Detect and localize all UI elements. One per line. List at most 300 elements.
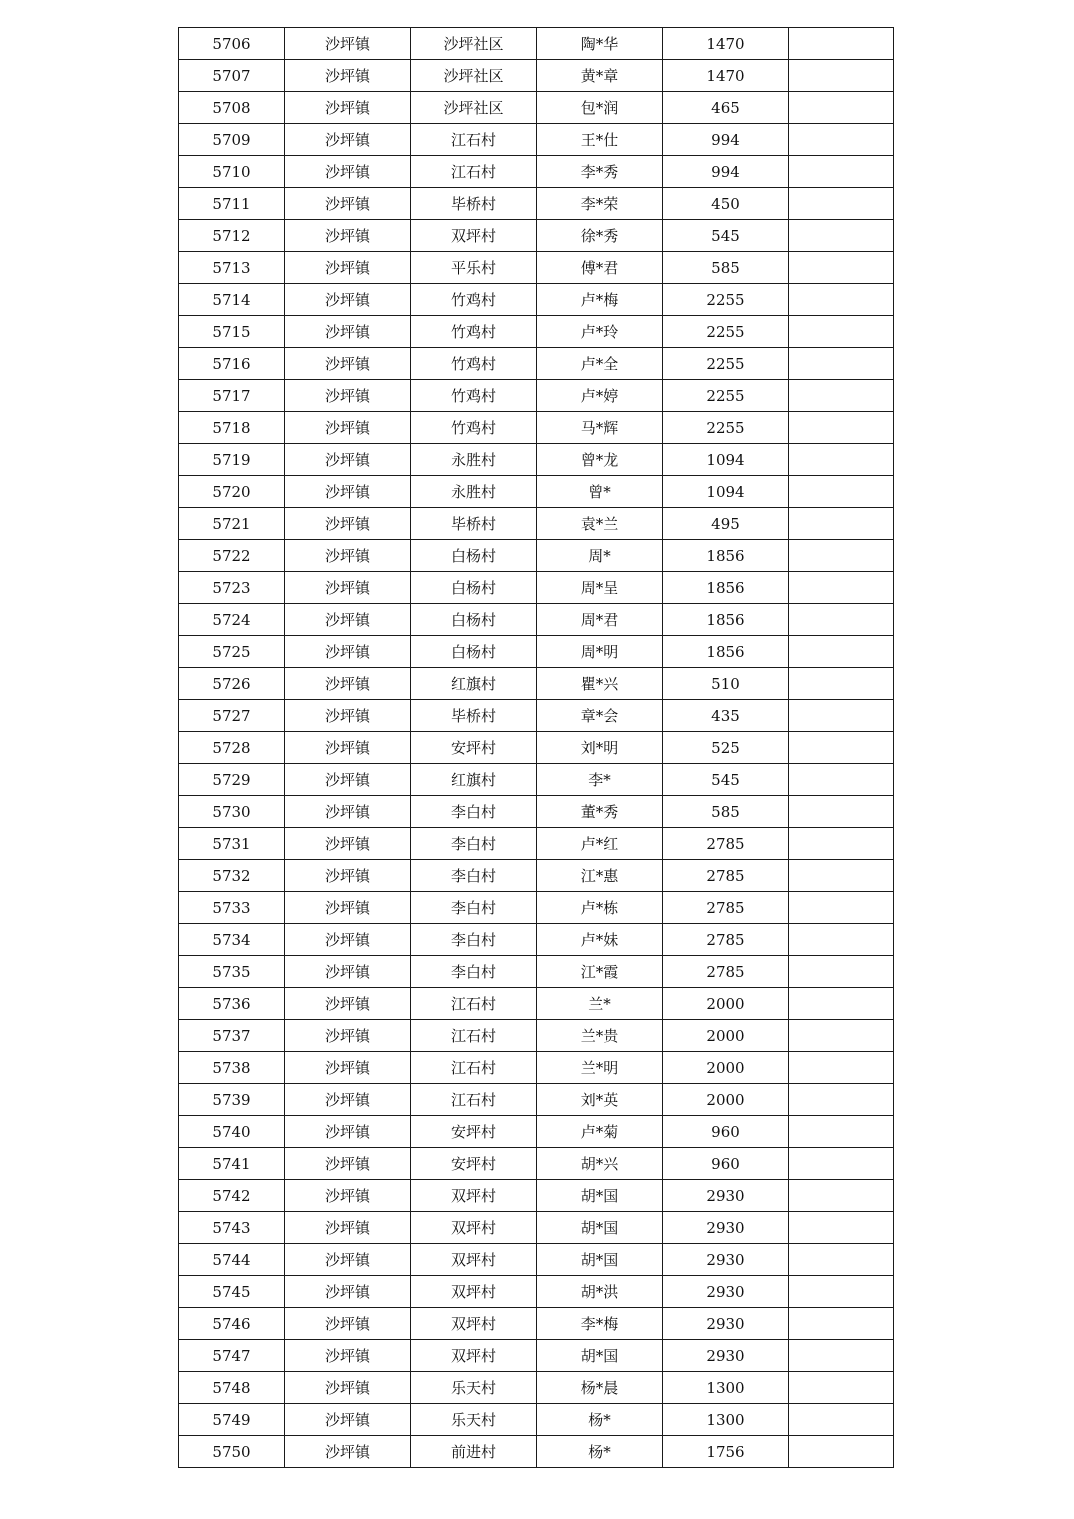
remark-cell — [789, 892, 894, 924]
amount-cell: 2255 — [663, 348, 789, 380]
town-cell: 沙坪镇 — [285, 1436, 411, 1468]
village-cell: 白杨村 — [411, 572, 537, 604]
village-cell: 白杨村 — [411, 636, 537, 668]
table-row — [179, 700, 894, 732]
data-table — [178, 27, 894, 1468]
village-cell: 江石村 — [411, 1020, 537, 1052]
name-cell: 卢*妹 — [537, 924, 663, 956]
amount-cell: 2785 — [663, 860, 789, 892]
remark-cell — [789, 1180, 894, 1212]
table-row — [179, 860, 894, 892]
name-cell: 兰*贵 — [537, 1020, 663, 1052]
town-cell: 沙坪镇 — [285, 188, 411, 220]
amount-cell: 1300 — [663, 1404, 789, 1436]
index-cell: 5738 — [179, 1052, 285, 1084]
town-cell: 沙坪镇 — [285, 924, 411, 956]
village-cell: 江石村 — [411, 124, 537, 156]
table-row — [179, 796, 894, 828]
village-cell: 双坪村 — [411, 1180, 537, 1212]
amount-cell: 2930 — [663, 1276, 789, 1308]
remark-cell — [789, 1436, 894, 1468]
village-cell: 红旗村 — [411, 668, 537, 700]
village-cell: 竹鸡村 — [411, 284, 537, 316]
name-cell: 董*秀 — [537, 796, 663, 828]
remark-cell — [789, 1084, 894, 1116]
remark-cell — [789, 1212, 894, 1244]
village-cell: 竹鸡村 — [411, 316, 537, 348]
village-cell: 李白村 — [411, 828, 537, 860]
name-cell: 李*荣 — [537, 188, 663, 220]
amount-cell: 1856 — [663, 604, 789, 636]
town-cell: 沙坪镇 — [285, 764, 411, 796]
remark-cell — [789, 1276, 894, 1308]
index-cell: 5720 — [179, 476, 285, 508]
town-cell: 沙坪镇 — [285, 60, 411, 92]
table-row — [179, 284, 894, 316]
village-cell: 江石村 — [411, 1052, 537, 1084]
town-cell: 沙坪镇 — [285, 1052, 411, 1084]
amount-cell: 435 — [663, 700, 789, 732]
index-cell: 5728 — [179, 732, 285, 764]
table-row — [179, 28, 894, 60]
name-cell: 江*惠 — [537, 860, 663, 892]
town-cell: 沙坪镇 — [285, 1340, 411, 1372]
village-cell: 平乐村 — [411, 252, 537, 284]
name-cell: 章*会 — [537, 700, 663, 732]
name-cell: 李*秀 — [537, 156, 663, 188]
amount-cell: 2255 — [663, 412, 789, 444]
table-row — [179, 956, 894, 988]
table-row — [179, 1308, 894, 1340]
table-row — [179, 988, 894, 1020]
town-cell: 沙坪镇 — [285, 1276, 411, 1308]
table-row — [179, 380, 894, 412]
index-cell: 5742 — [179, 1180, 285, 1212]
village-cell: 双坪村 — [411, 1244, 537, 1276]
amount-cell: 994 — [663, 156, 789, 188]
table-row — [179, 1436, 894, 1468]
remark-cell — [789, 412, 894, 444]
index-cell: 5718 — [179, 412, 285, 444]
table-row — [179, 1180, 894, 1212]
amount-cell: 960 — [663, 1148, 789, 1180]
table-row — [179, 444, 894, 476]
amount-cell: 545 — [663, 764, 789, 796]
index-cell: 5729 — [179, 764, 285, 796]
name-cell: 卢*梅 — [537, 284, 663, 316]
table-row — [179, 1212, 894, 1244]
remark-cell — [789, 636, 894, 668]
table-row — [179, 252, 894, 284]
remark-cell — [789, 1308, 894, 1340]
table-row — [179, 1340, 894, 1372]
town-cell: 沙坪镇 — [285, 1372, 411, 1404]
table-row — [179, 1116, 894, 1148]
town-cell: 沙坪镇 — [285, 1180, 411, 1212]
name-cell: 周*呈 — [537, 572, 663, 604]
village-cell: 李白村 — [411, 860, 537, 892]
name-cell: 马*辉 — [537, 412, 663, 444]
remark-cell — [789, 220, 894, 252]
index-cell: 5733 — [179, 892, 285, 924]
index-cell: 5746 — [179, 1308, 285, 1340]
name-cell: 卢*玲 — [537, 316, 663, 348]
name-cell: 王*仕 — [537, 124, 663, 156]
village-cell: 双坪村 — [411, 1276, 537, 1308]
amount-cell: 585 — [663, 796, 789, 828]
village-cell: 双坪村 — [411, 1308, 537, 1340]
index-cell: 5735 — [179, 956, 285, 988]
village-cell: 沙坪社区 — [411, 28, 537, 60]
name-cell: 卢*栋 — [537, 892, 663, 924]
town-cell: 沙坪镇 — [285, 1308, 411, 1340]
name-cell: 胡*洪 — [537, 1276, 663, 1308]
name-cell: 包*润 — [537, 92, 663, 124]
town-cell: 沙坪镇 — [285, 1084, 411, 1116]
town-cell: 沙坪镇 — [285, 956, 411, 988]
table-row — [179, 124, 894, 156]
village-cell: 江石村 — [411, 1084, 537, 1116]
town-cell: 沙坪镇 — [285, 540, 411, 572]
index-cell: 5748 — [179, 1372, 285, 1404]
name-cell: 瞿*兴 — [537, 668, 663, 700]
amount-cell: 2930 — [663, 1308, 789, 1340]
amount-cell: 2000 — [663, 1084, 789, 1116]
name-cell: 陶*华 — [537, 28, 663, 60]
table-row — [179, 1244, 894, 1276]
remark-cell — [789, 284, 894, 316]
index-cell: 5750 — [179, 1436, 285, 1468]
index-cell: 5745 — [179, 1276, 285, 1308]
remark-cell — [789, 1116, 894, 1148]
index-cell: 5737 — [179, 1020, 285, 1052]
amount-cell: 994 — [663, 124, 789, 156]
index-cell: 5708 — [179, 92, 285, 124]
remark-cell — [789, 924, 894, 956]
remark-cell — [789, 956, 894, 988]
index-cell: 5726 — [179, 668, 285, 700]
index-cell: 5740 — [179, 1116, 285, 1148]
table-row — [179, 636, 894, 668]
name-cell: 傅*君 — [537, 252, 663, 284]
village-cell: 毕桥村 — [411, 508, 537, 540]
town-cell: 沙坪镇 — [285, 1148, 411, 1180]
village-cell: 安坪村 — [411, 732, 537, 764]
index-cell: 5709 — [179, 124, 285, 156]
table-row — [179, 60, 894, 92]
amount-cell: 2785 — [663, 828, 789, 860]
table-row — [179, 668, 894, 700]
index-cell: 5743 — [179, 1212, 285, 1244]
town-cell: 沙坪镇 — [285, 700, 411, 732]
table-row — [179, 1372, 894, 1404]
index-cell: 5747 — [179, 1340, 285, 1372]
amount-cell: 2930 — [663, 1180, 789, 1212]
remark-cell — [789, 1340, 894, 1372]
remark-cell — [789, 348, 894, 380]
village-cell: 乐天村 — [411, 1404, 537, 1436]
remark-cell — [789, 764, 894, 796]
amount-cell: 495 — [663, 508, 789, 540]
amount-cell: 2785 — [663, 924, 789, 956]
name-cell: 周*明 — [537, 636, 663, 668]
amount-cell: 2255 — [663, 380, 789, 412]
village-cell: 竹鸡村 — [411, 412, 537, 444]
town-cell: 沙坪镇 — [285, 1212, 411, 1244]
remark-cell — [789, 28, 894, 60]
table-row — [179, 348, 894, 380]
amount-cell: 2000 — [663, 988, 789, 1020]
village-cell: 毕桥村 — [411, 700, 537, 732]
index-cell: 5744 — [179, 1244, 285, 1276]
town-cell: 沙坪镇 — [285, 732, 411, 764]
village-cell: 竹鸡村 — [411, 380, 537, 412]
town-cell: 沙坪镇 — [285, 380, 411, 412]
town-cell: 沙坪镇 — [285, 828, 411, 860]
village-cell: 安坪村 — [411, 1148, 537, 1180]
amount-cell: 960 — [663, 1116, 789, 1148]
index-cell: 5711 — [179, 188, 285, 220]
index-cell: 5727 — [179, 700, 285, 732]
name-cell: 江*霞 — [537, 956, 663, 988]
table-row — [179, 1084, 894, 1116]
remark-cell — [789, 444, 894, 476]
town-cell: 沙坪镇 — [285, 508, 411, 540]
town-cell: 沙坪镇 — [285, 28, 411, 60]
index-cell: 5706 — [179, 28, 285, 60]
name-cell: 周* — [537, 540, 663, 572]
village-cell: 双坪村 — [411, 1212, 537, 1244]
index-cell: 5749 — [179, 1404, 285, 1436]
remark-cell — [789, 860, 894, 892]
table-row — [179, 604, 894, 636]
remark-cell — [789, 380, 894, 412]
name-cell: 李* — [537, 764, 663, 796]
village-cell: 毕桥村 — [411, 188, 537, 220]
name-cell: 曾* — [537, 476, 663, 508]
table-row — [179, 412, 894, 444]
index-cell: 5712 — [179, 220, 285, 252]
village-cell: 永胜村 — [411, 444, 537, 476]
remark-cell — [789, 604, 894, 636]
village-cell: 沙坪社区 — [411, 60, 537, 92]
village-cell: 前进村 — [411, 1436, 537, 1468]
table-body — [179, 28, 894, 1468]
town-cell: 沙坪镇 — [285, 284, 411, 316]
town-cell: 沙坪镇 — [285, 572, 411, 604]
village-cell: 永胜村 — [411, 476, 537, 508]
name-cell: 杨* — [537, 1436, 663, 1468]
amount-cell: 2255 — [663, 316, 789, 348]
index-cell: 5730 — [179, 796, 285, 828]
amount-cell: 2930 — [663, 1340, 789, 1372]
index-cell: 5722 — [179, 540, 285, 572]
name-cell: 卢*婷 — [537, 380, 663, 412]
remark-cell — [789, 988, 894, 1020]
table-row — [179, 220, 894, 252]
village-cell: 李白村 — [411, 924, 537, 956]
town-cell: 沙坪镇 — [285, 412, 411, 444]
index-cell: 5716 — [179, 348, 285, 380]
amount-cell: 1094 — [663, 444, 789, 476]
amount-cell: 510 — [663, 668, 789, 700]
amount-cell: 1470 — [663, 28, 789, 60]
name-cell: 胡*国 — [537, 1340, 663, 1372]
index-cell: 5707 — [179, 60, 285, 92]
name-cell: 卢*菊 — [537, 1116, 663, 1148]
table-row — [179, 316, 894, 348]
town-cell: 沙坪镇 — [285, 796, 411, 828]
index-cell: 5715 — [179, 316, 285, 348]
amount-cell: 585 — [663, 252, 789, 284]
table-row — [179, 508, 894, 540]
town-cell: 沙坪镇 — [285, 124, 411, 156]
table-row — [179, 764, 894, 796]
town-cell: 沙坪镇 — [285, 1116, 411, 1148]
remark-cell — [789, 1020, 894, 1052]
name-cell: 胡*兴 — [537, 1148, 663, 1180]
remark-cell — [789, 796, 894, 828]
amount-cell: 1856 — [663, 572, 789, 604]
village-cell: 李白村 — [411, 956, 537, 988]
table-row — [179, 540, 894, 572]
name-cell: 黄*章 — [537, 60, 663, 92]
table-row — [179, 572, 894, 604]
remark-cell — [789, 1404, 894, 1436]
index-cell: 5714 — [179, 284, 285, 316]
name-cell: 兰*明 — [537, 1052, 663, 1084]
village-cell: 江石村 — [411, 988, 537, 1020]
town-cell: 沙坪镇 — [285, 668, 411, 700]
remark-cell — [789, 252, 894, 284]
name-cell: 兰* — [537, 988, 663, 1020]
table-row — [179, 1276, 894, 1308]
amount-cell: 2255 — [663, 284, 789, 316]
town-cell: 沙坪镇 — [285, 604, 411, 636]
town-cell: 沙坪镇 — [285, 636, 411, 668]
remark-cell — [789, 316, 894, 348]
village-cell: 安坪村 — [411, 1116, 537, 1148]
village-cell: 李白村 — [411, 892, 537, 924]
village-cell: 红旗村 — [411, 764, 537, 796]
remark-cell — [789, 188, 894, 220]
remark-cell — [789, 572, 894, 604]
name-cell: 杨*晨 — [537, 1372, 663, 1404]
amount-cell: 1856 — [663, 540, 789, 572]
town-cell: 沙坪镇 — [285, 220, 411, 252]
town-cell: 沙坪镇 — [285, 988, 411, 1020]
amount-cell: 2000 — [663, 1052, 789, 1084]
index-cell: 5732 — [179, 860, 285, 892]
amount-cell: 2785 — [663, 892, 789, 924]
table-row — [179, 924, 894, 956]
table-row — [179, 188, 894, 220]
remark-cell — [789, 124, 894, 156]
town-cell: 沙坪镇 — [285, 1244, 411, 1276]
name-cell: 袁*兰 — [537, 508, 663, 540]
table-row — [179, 92, 894, 124]
table-row — [179, 1052, 894, 1084]
village-cell: 双坪村 — [411, 220, 537, 252]
name-cell: 卢*全 — [537, 348, 663, 380]
town-cell: 沙坪镇 — [285, 316, 411, 348]
village-cell: 乐天村 — [411, 1372, 537, 1404]
name-cell: 李*梅 — [537, 1308, 663, 1340]
amount-cell: 1300 — [663, 1372, 789, 1404]
table-row — [179, 828, 894, 860]
amount-cell: 465 — [663, 92, 789, 124]
index-cell: 5724 — [179, 604, 285, 636]
remark-cell — [789, 1372, 894, 1404]
town-cell: 沙坪镇 — [285, 252, 411, 284]
index-cell: 5731 — [179, 828, 285, 860]
town-cell: 沙坪镇 — [285, 892, 411, 924]
amount-cell: 1856 — [663, 636, 789, 668]
name-cell: 刘*明 — [537, 732, 663, 764]
village-cell: 双坪村 — [411, 1340, 537, 1372]
table-row — [179, 1148, 894, 1180]
amount-cell: 1756 — [663, 1436, 789, 1468]
index-cell: 5710 — [179, 156, 285, 188]
name-cell: 胡*国 — [537, 1244, 663, 1276]
village-cell: 沙坪社区 — [411, 92, 537, 124]
town-cell: 沙坪镇 — [285, 1020, 411, 1052]
amount-cell: 2000 — [663, 1020, 789, 1052]
name-cell: 曾*龙 — [537, 444, 663, 476]
name-cell: 周*君 — [537, 604, 663, 636]
remark-cell — [789, 508, 894, 540]
table-row — [179, 1020, 894, 1052]
remark-cell — [789, 828, 894, 860]
remark-cell — [789, 668, 894, 700]
table-row — [179, 732, 894, 764]
index-cell: 5717 — [179, 380, 285, 412]
name-cell: 杨* — [537, 1404, 663, 1436]
remark-cell — [789, 732, 894, 764]
town-cell: 沙坪镇 — [285, 860, 411, 892]
remark-cell — [789, 1244, 894, 1276]
village-cell: 白杨村 — [411, 604, 537, 636]
table-row — [179, 476, 894, 508]
name-cell: 刘*英 — [537, 1084, 663, 1116]
town-cell: 沙坪镇 — [285, 348, 411, 380]
name-cell: 胡*国 — [537, 1180, 663, 1212]
amount-cell: 450 — [663, 188, 789, 220]
index-cell: 5719 — [179, 444, 285, 476]
name-cell: 胡*国 — [537, 1212, 663, 1244]
village-cell: 白杨村 — [411, 540, 537, 572]
amount-cell: 1470 — [663, 60, 789, 92]
index-cell: 5721 — [179, 508, 285, 540]
remark-cell — [789, 92, 894, 124]
amount-cell: 2930 — [663, 1212, 789, 1244]
remark-cell — [789, 476, 894, 508]
table-row — [179, 1404, 894, 1436]
town-cell: 沙坪镇 — [285, 444, 411, 476]
index-cell: 5734 — [179, 924, 285, 956]
index-cell: 5741 — [179, 1148, 285, 1180]
town-cell: 沙坪镇 — [285, 1404, 411, 1436]
table-row — [179, 892, 894, 924]
remark-cell — [789, 1052, 894, 1084]
amount-cell: 525 — [663, 732, 789, 764]
town-cell: 沙坪镇 — [285, 92, 411, 124]
town-cell: 沙坪镇 — [285, 156, 411, 188]
amount-cell: 2785 — [663, 956, 789, 988]
remark-cell — [789, 156, 894, 188]
remark-cell — [789, 540, 894, 572]
village-cell: 江石村 — [411, 156, 537, 188]
